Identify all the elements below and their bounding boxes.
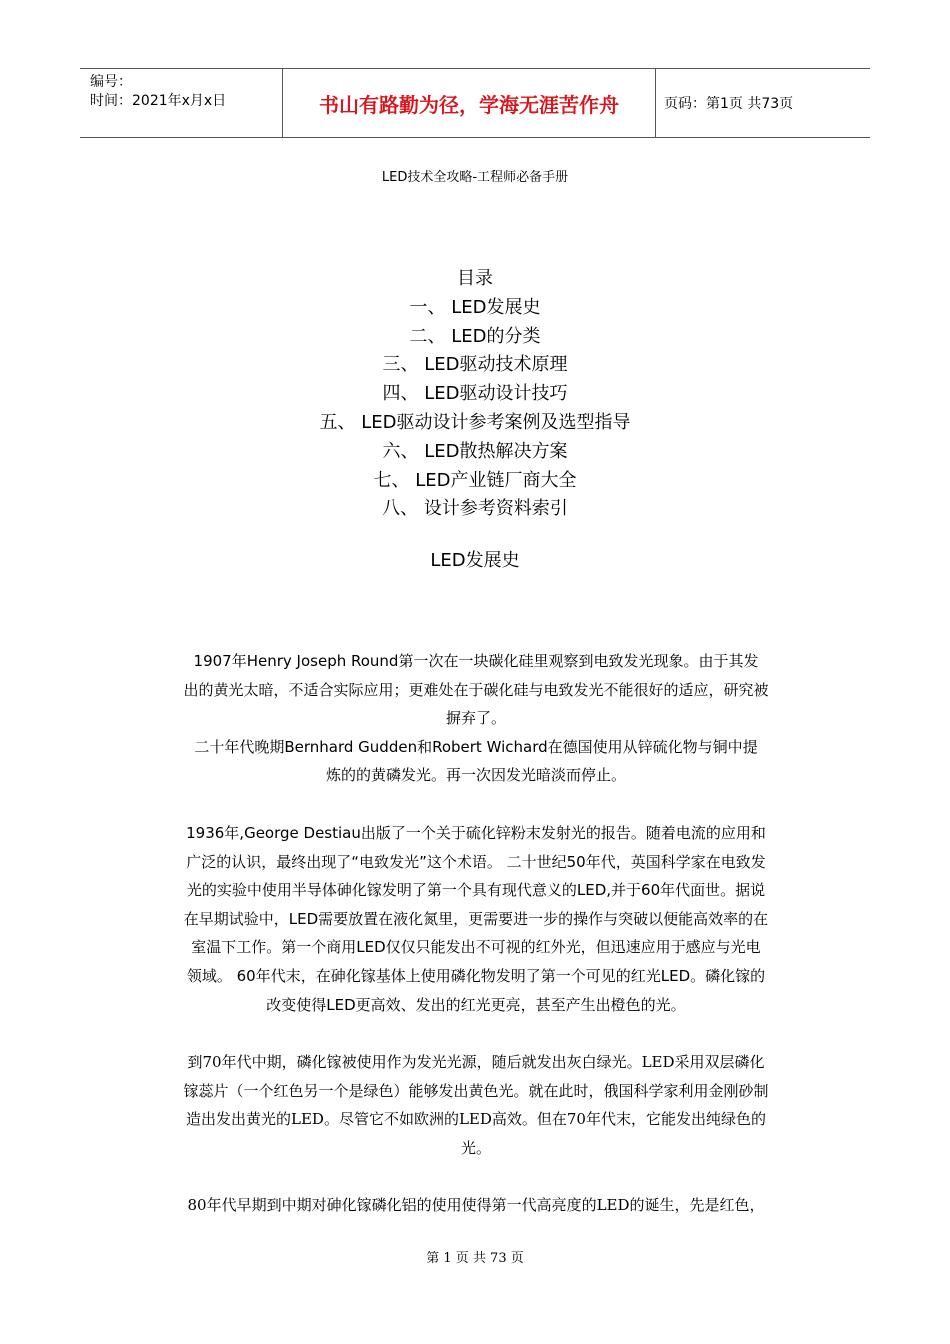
toc-item: 四、 LED驱动设计技巧 — [382, 383, 568, 405]
document-title: LED技术全攻略-工程师必备手册 — [381, 170, 569, 185]
paragraph — [146, 819, 806, 1019]
toc-item: 八、 设计参考资料索引 — [382, 498, 568, 520]
header-motto: 书山有路勤为径，学海无涯苦作舟 — [319, 92, 619, 117]
text-line: 领域。 60年代末，在砷化镓基体上使用磷化物发明了第一个可见的红光LED。磷化镓的 — [186, 966, 766, 985]
header-divider — [655, 69, 656, 137]
text-line: 室温下工作。第一个商用LED仅仅只能发出不可视的红外光，但迅速应用于感应与光电 — [191, 938, 761, 957]
text-line: 在早期试验中，LED需要放置在液化氮里，更需要进一步的操作与突破以便能高效率的在 — [183, 909, 769, 928]
text-line: 广泛的认识，最终出现了“电致发光”这个术语。 二十世纪50年代，英国科学家在电致发 — [186, 852, 766, 871]
toc-item: 三、 LED驱动技术原理 — [382, 354, 568, 376]
text-line: 摒弃了。 — [445, 709, 506, 728]
paragraph — [146, 647, 806, 790]
text-line: 80年代早期到中期对砷化镓磷化铝的使用使得第一代高亮度的LED的诞生，先是红色， — [187, 1196, 765, 1214]
text-line: 镓蕊片（一个红色另一个是绿色）能够发出黄色光。就在此时，俄国科学家利用金刚砂制 — [183, 1081, 769, 1100]
paragraph — [146, 1191, 806, 1220]
paragraph — [146, 1048, 806, 1162]
page-header — [80, 68, 870, 138]
text-line: 二十年代晚期Bernhard Gudden和Robert Wichard在德国使用从锌硫化物与铜中提 — [194, 737, 758, 756]
toc-item: 五、 LED驱动设计参考案例及选型指导 — [319, 411, 631, 433]
time-label: 时间：2021年x月x日 — [90, 93, 227, 109]
header-meta — [90, 73, 226, 111]
table-of-contents — [0, 265, 950, 524]
text-line: 1936年,George Destiau出版了一个关于硫化锌粉末发射光的报告。随着电流的应用和 — [186, 824, 766, 842]
text-line: 1907年Henry Joseph Round第一次在一块碳化硅里观察到电致发光现象。由于其发 — [193, 652, 759, 670]
text-line: 造出发出黄光的LED。尽管它不如欧洲的LED高效。但在70年代末，它能发出纯绿色的 — [186, 1110, 766, 1129]
header-page-info: 页码：第1页 共73页 — [664, 96, 794, 112]
toc-item: 六、 LED散热解决方案 — [382, 440, 568, 462]
toc-item: 七、 LED产业链厂商大全 — [373, 469, 577, 491]
toc-heading: 目录 — [457, 268, 493, 289]
text-line: 光的实验中使用半导体砷化镓发明了第一个具有现代意义的LED,并于60年代面世。据说 — [186, 881, 766, 900]
toc-item: 二、 LED的分类 — [409, 325, 541, 347]
text-line: 炼的的黄磷发光。再一次因发光暗淡而停止。 — [325, 766, 626, 785]
text-line: 出的黄光太暗，不适合实际应用；更难处在于碳化硅与电致发光不能很好的适应，研究被 — [183, 680, 769, 699]
page-footer: 第 1 页 共 73 页 — [426, 1251, 524, 1266]
text-line: 光。 — [460, 1138, 491, 1157]
text-line: 改变使得LED更高效、发出的红光更亮，甚至产生出橙色的光。 — [266, 995, 686, 1014]
number-label: 编号： — [90, 74, 132, 90]
section-title: LED发展史 — [430, 550, 520, 571]
toc-item: 一、 LED发展史 — [409, 296, 541, 318]
text-line: 到70年代中期，磷化镓被使用作为发光光源，随后就发出灰白绿光。LED采用双层磷化 — [187, 1053, 765, 1071]
